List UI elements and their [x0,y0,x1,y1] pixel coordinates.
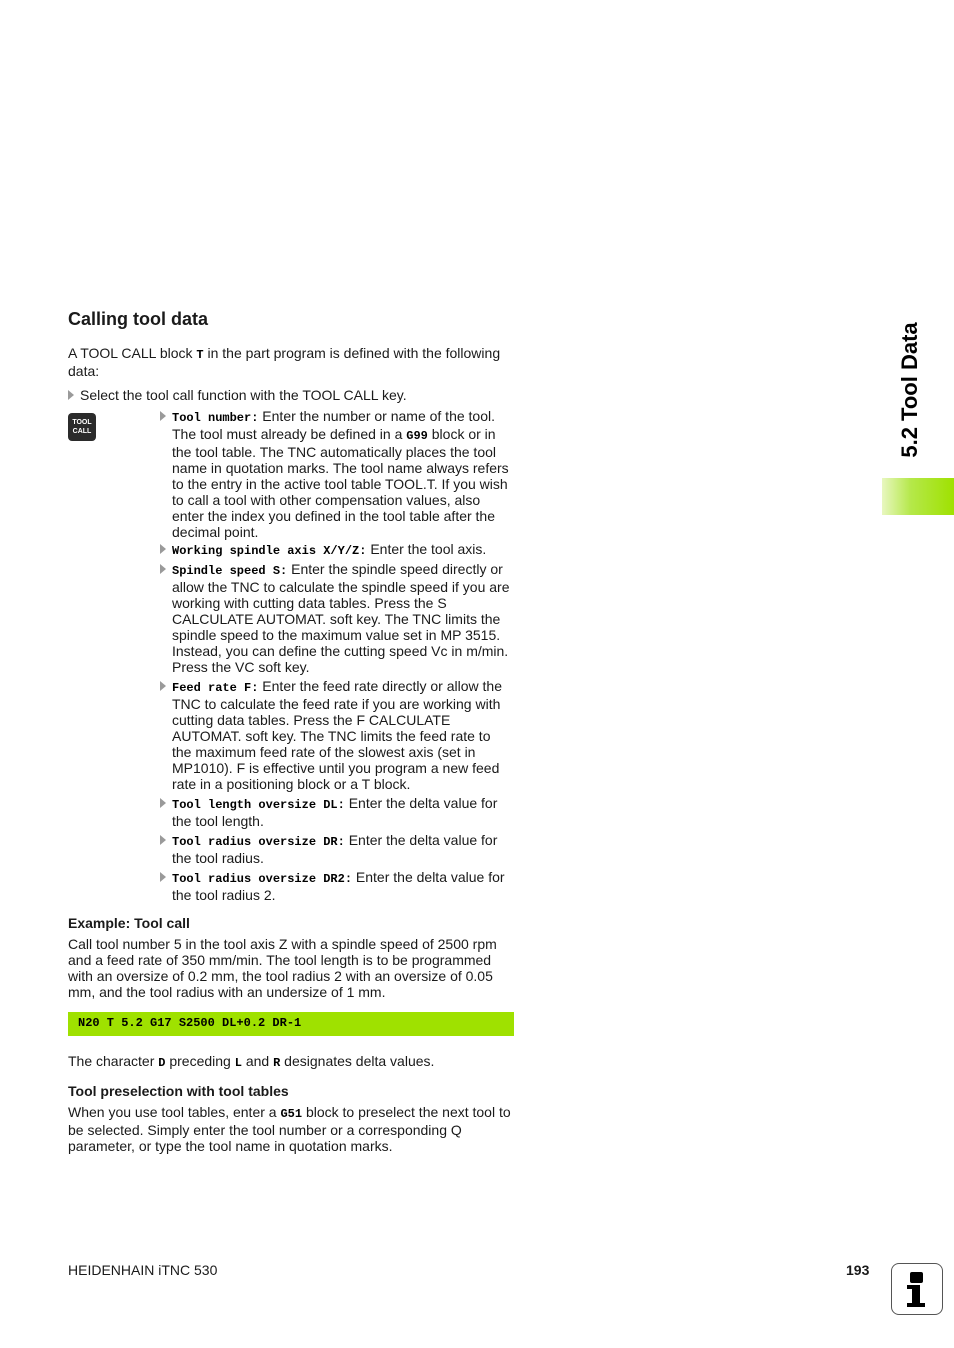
list-item-radius-oversize: Tool radius oversize DR: Enter the delta value for the tool radius. [160,832,510,866]
info-icon[interactable] [891,1263,943,1315]
list-item-spindle-speed: Spindle speed S: Enter the spindle speed directly or allow the TNC to calculate the spindle speed if you are working with cutting data tables. Press the S CALCULATE AUTOMAT. soft key. The TNC limits the spindle speed to the maximum value set in MP 3515. Instead, you can define the cutting speed Vc in m/min. Press the VC soft key. [160,561,510,675]
list-item-length-oversize: Tool length oversize DL: Enter the delta value for the tool length. [160,795,510,829]
example-body: Call tool number 5 in the tool axis Z with a spindle speed of 2500 rpm and a feed rate of 350 mm/min. The tool length is to be programmed with an oversize of 0.2 mm, the tool radius 2 with an oversize of 0.05 mm, and the tool radius with an undersize of 1 mm. [68,936,497,1000]
arrow-right-icon [68,390,74,400]
arrow-right-icon [160,564,166,574]
side-chapter-title: 5.2 Tool Data [897,322,922,458]
arrow-right-icon [160,681,166,691]
list-item-spindle-axis: Working spindle axis X/Y/Z: Enter the tool axis. [160,541,510,559]
preselection-body: When you use tool tables, enter a G51 block to preselect the next tool to be selected. Simply enter the tool number or a corresponding Q parameter, or type the tool name in quotation marks. [68,1104,511,1154]
arrow-right-icon [160,872,166,882]
select-step: Select the tool call function with the TOOL CALL key. [68,387,514,403]
footer-product: HEIDENHAIN iTNC 530 [68,1262,218,1278]
page-number: 193 [846,1262,870,1278]
intro-paragraph: A TOOL CALL block T in the part program is defined with the following data: [68,345,501,379]
arrow-right-icon [160,835,166,845]
code-line: N20 T 5.2 G17 S2500 DL+0.2 DR-1 [78,1016,302,1030]
tool-call-key-icon: TOOL CALL [68,413,96,441]
list-item-feed-rate: Feed rate F: Enter the feed rate directly or allow the TNC to calculate the feed rate if you are working with cutting data tables. Press the F CALCULATE AUTOMAT. soft key. The TNC limits the feed rate to the maximum feed rate of the slowest axis (set in MP1010). F is effective until you program a new feed rate in a positioning block or a T block. [160,678,510,792]
code-t: T [196,348,204,362]
arrow-right-icon [160,544,166,554]
side-accent-bar [882,478,954,515]
arrow-right-icon [160,798,166,808]
preselection-heading: Tool preselection with tool tables [68,1083,289,1099]
code-block [68,1012,514,1036]
example-heading: Example: Tool call [68,915,190,931]
list-item-radius2-oversize: Tool radius oversize DR2: Enter the delta value for the tool radius 2. [160,869,510,903]
list-item-tool-number: Tool number: Enter the number or name of the tool. The tool must already be defined in a G99 block or in the tool table. The TNC automatically places the tool name in quotation marks. The tool name always refers to the entry in the active tool table TOOL.T. If you wish to call a tool with other compensation values, also enter the index you defined in the tool table after the decimal point. [160,408,510,540]
section-title: Calling tool data [68,309,209,329]
arrow-right-icon [160,411,166,421]
delta-note: The character D preceding L and R designates delta values. [68,1053,435,1070]
